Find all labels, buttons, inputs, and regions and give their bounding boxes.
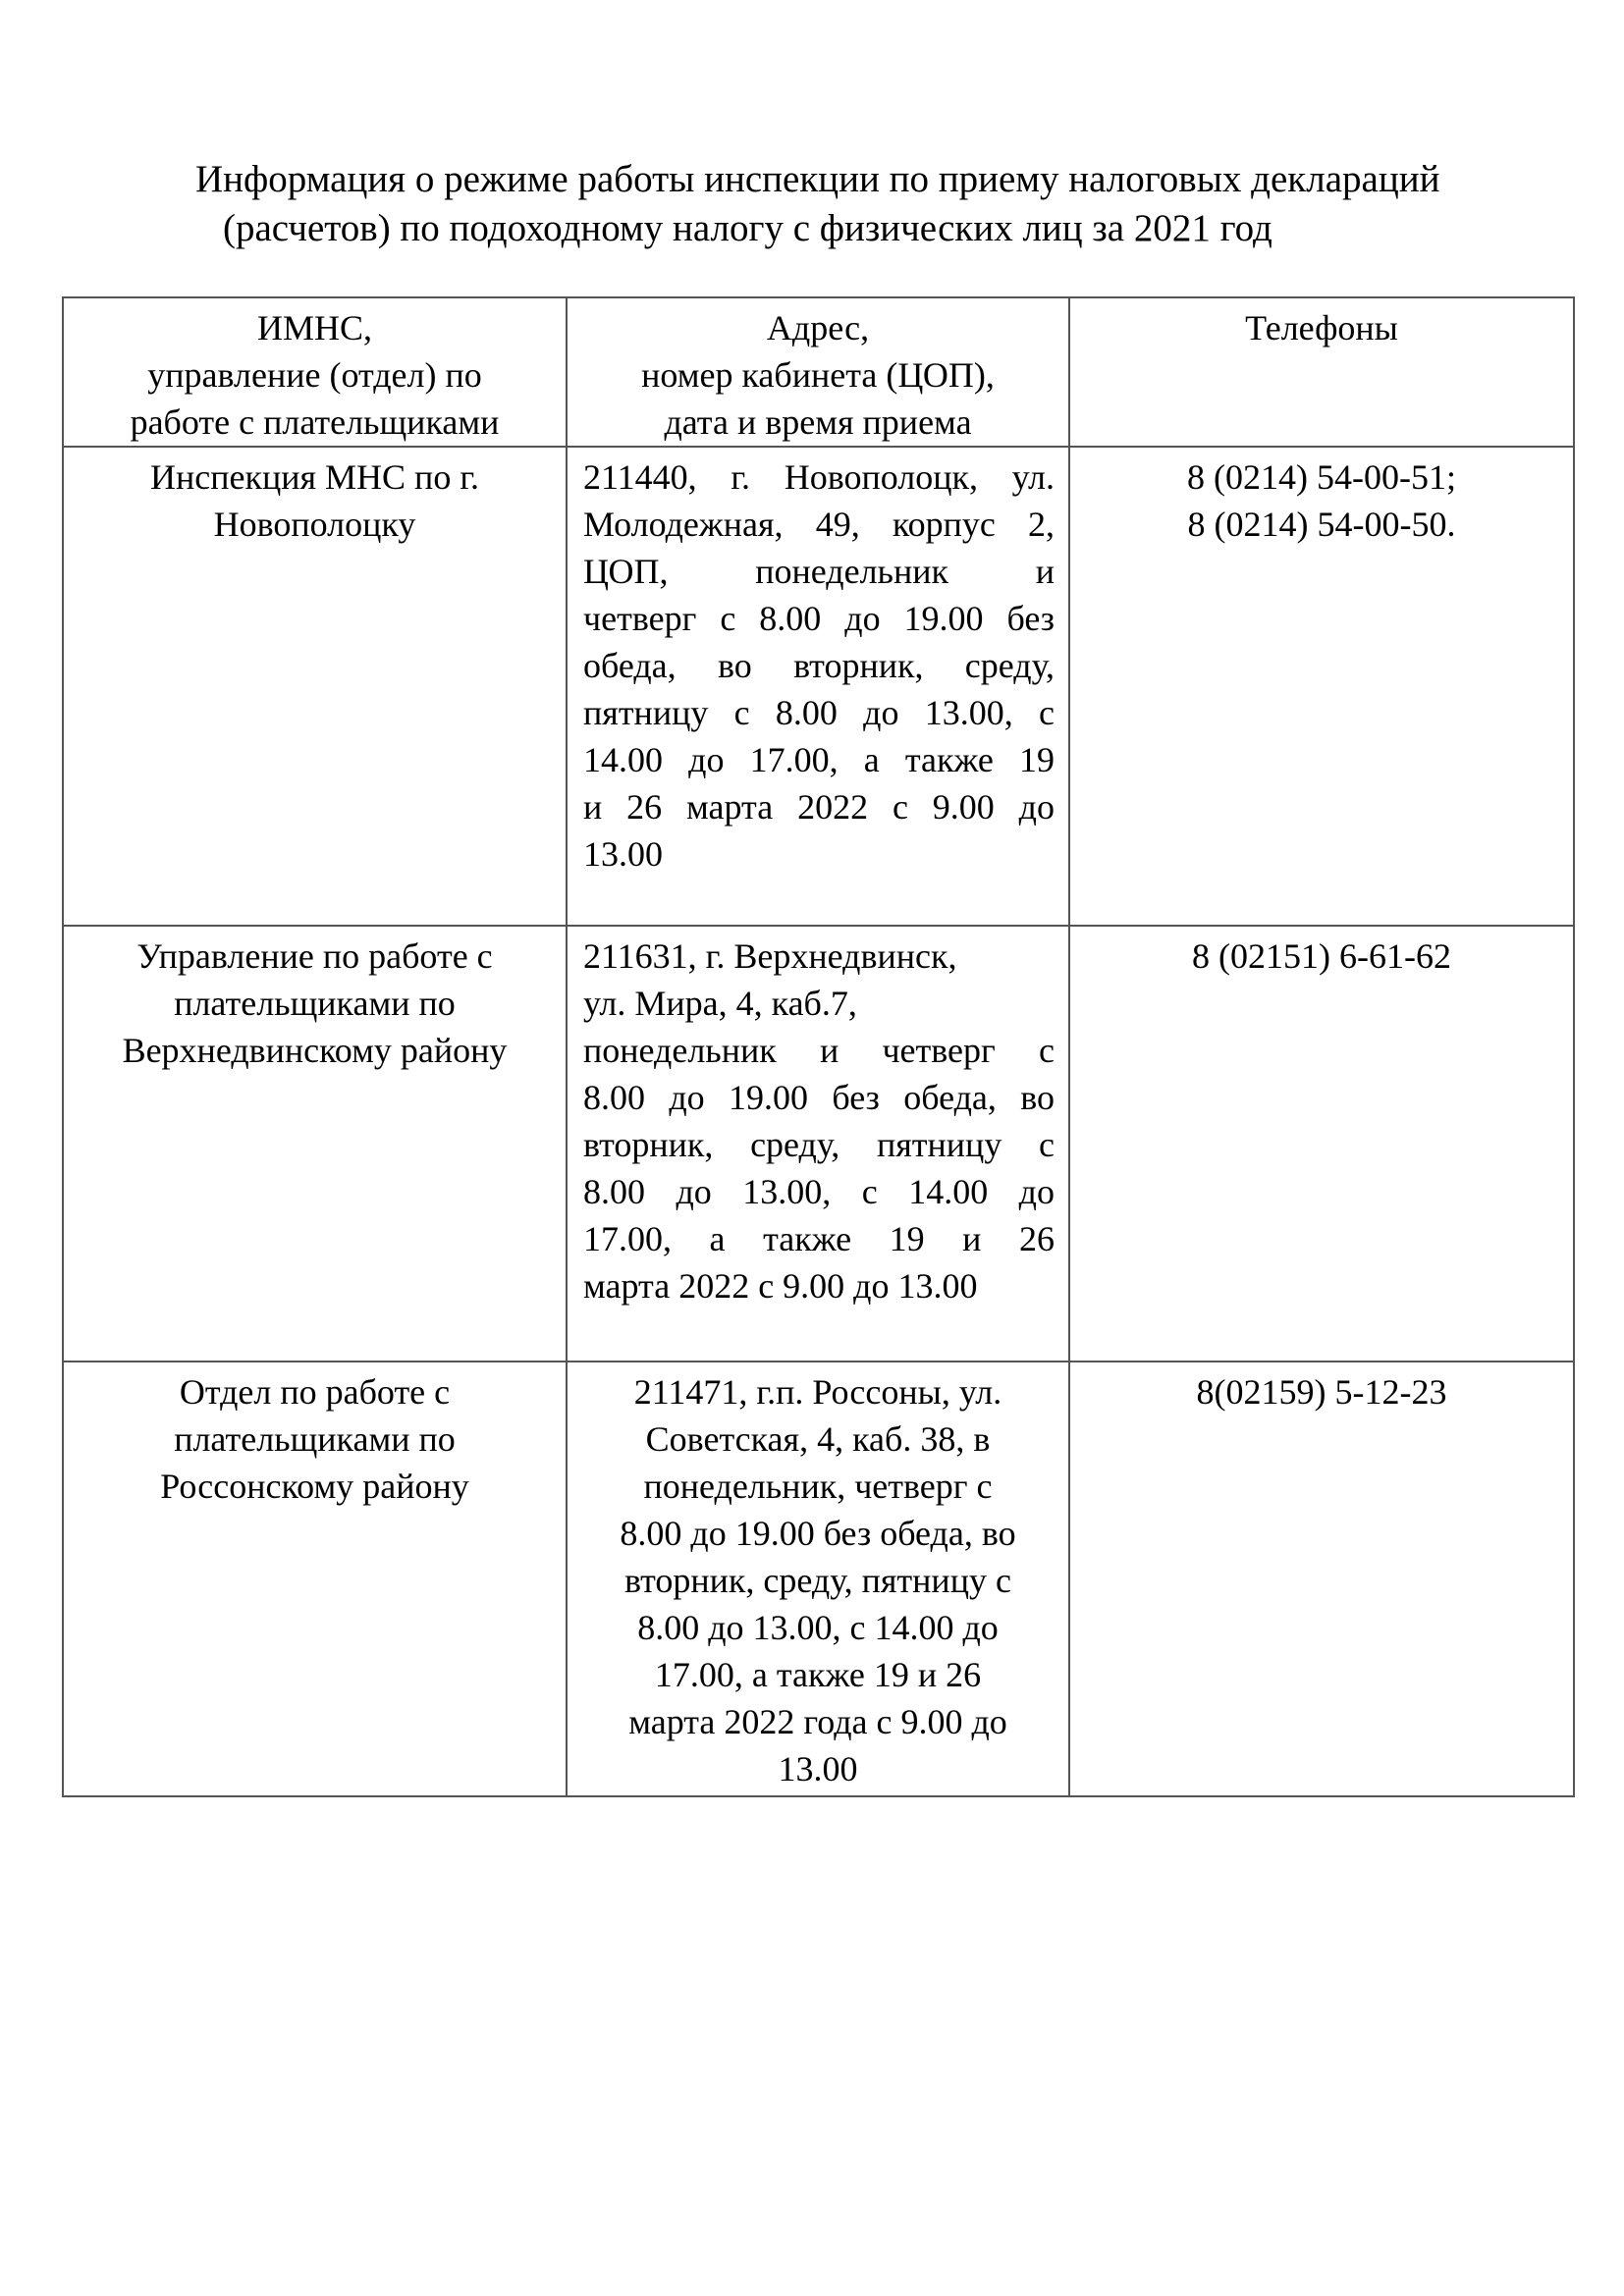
header-address-line: номер кабинета (ЦОП), <box>641 355 995 395</box>
address-line: 211631, г. Верхнедвинск, <box>583 936 957 976</box>
title-line-2: (расчетов) по подоходному налогу с физических лиц за 2021 год <box>223 207 1272 249</box>
address-line: четверг с 8.00 до 19.00 без <box>583 599 1055 638</box>
address-line: марта 2022 года с 9.00 до <box>628 1702 1007 1741</box>
address-cell <box>567 1362 1069 1796</box>
table-row <box>63 447 1574 926</box>
address-cell <box>567 926 1069 1362</box>
inspection-name-line: Новополоцку <box>213 505 416 544</box>
inspection-name-line: плательщиками по <box>174 984 456 1023</box>
phone-line: 8(02159) 5-12-23 <box>1196 1372 1447 1412</box>
table-row <box>63 1362 1574 1796</box>
address-line: 211471, г.п. Россоны, ул. <box>633 1372 1002 1412</box>
header-phones <box>1069 297 1574 447</box>
address-line: 8.00 до 19.00 без обеда, во <box>583 1078 1055 1117</box>
inspection-name-line: Инспекция МНС по г. <box>149 457 480 497</box>
address-line: Советская, 4, каб. 38, в <box>645 1419 991 1459</box>
address-line: 8.00 до 19.00 без обеда, во <box>620 1514 1016 1553</box>
table-row <box>63 926 1574 1362</box>
address-line: вторник, среду, пятницу с <box>624 1561 1011 1600</box>
inspection-name-line: Россонскому району <box>160 1467 469 1506</box>
header-inspection-line: работе с плательщиками <box>130 402 500 442</box>
inspection-name-cell <box>63 1362 567 1796</box>
address-line: обеда, во вторник, среду, <box>583 646 1055 685</box>
header-inspection-line: ИМНС, <box>256 308 373 347</box>
inspection-name-line: Управление по работе с <box>136 936 493 976</box>
phone-line: 8 (02151) 6-61-62 <box>1192 936 1451 976</box>
address-cell <box>567 447 1069 926</box>
header-address-line: Адрес, <box>766 308 870 347</box>
inspection-name-cell <box>63 926 567 1362</box>
phone-line: 8 (0214) 54-00-51; <box>1187 457 1456 497</box>
address-line: ЦОП, понедельник и <box>583 552 1055 591</box>
header-inspection <box>63 297 567 447</box>
header-address <box>567 297 1069 447</box>
address-line: пятницу с 8.00 до 13.00, с <box>583 693 1055 732</box>
header-phones-line: Телефоны <box>1245 308 1398 347</box>
header-address-line: дата и время приема <box>664 402 972 442</box>
address-line: 8.00 до 13.00, с 14.00 до <box>637 1608 999 1647</box>
inspection-name-line: Отдел по работе с <box>179 1372 451 1412</box>
address-line: Молодежная, 49, корпус 2, <box>583 505 1055 544</box>
phones-cell <box>1069 926 1574 1362</box>
address-line: понедельник и четверг с <box>583 1031 1055 1070</box>
address-line: 13.00 <box>778 1749 858 1789</box>
phones-cell <box>1069 1362 1574 1796</box>
inspection-name-line: плательщиками по <box>174 1419 456 1459</box>
address-line: 17.00, а также 19 и 26 <box>583 1219 1055 1258</box>
address-line: ул. Мира, 4, каб.7, <box>583 984 857 1023</box>
table-header-row <box>63 297 1574 447</box>
document-title <box>0 155 1624 253</box>
address-line: 211440, г. Новополоцк, ул. <box>583 457 1055 497</box>
title-line-1: Информация о режиме работы инспекции по приему налоговых деклараций <box>195 158 1440 200</box>
inspection-name-cell <box>63 447 567 926</box>
address-line: 17.00, а также 19 и 26 <box>654 1655 982 1694</box>
schedule-table <box>62 296 1575 1797</box>
inspection-name-line: Верхнедвинскому району <box>122 1031 508 1070</box>
address-line: 14.00 до 17.00, а также 19 <box>583 740 1055 779</box>
phones-cell <box>1069 447 1574 926</box>
address-line: марта 2022 с 9.00 до 13.00 <box>583 1266 978 1306</box>
header-inspection-line: управление (отдел) по <box>147 355 482 395</box>
address-line: вторник, среду, пятницу с <box>583 1125 1055 1164</box>
phone-line: 8 (0214) 54-00-50. <box>1187 505 1456 544</box>
address-line: 13.00 <box>583 834 663 874</box>
address-line: понедельник, четверг с <box>643 1467 993 1506</box>
address-line: 8.00 до 13.00, с 14.00 до <box>583 1172 1055 1211</box>
address-line: и 26 марта 2022 с 9.00 до <box>583 787 1055 827</box>
